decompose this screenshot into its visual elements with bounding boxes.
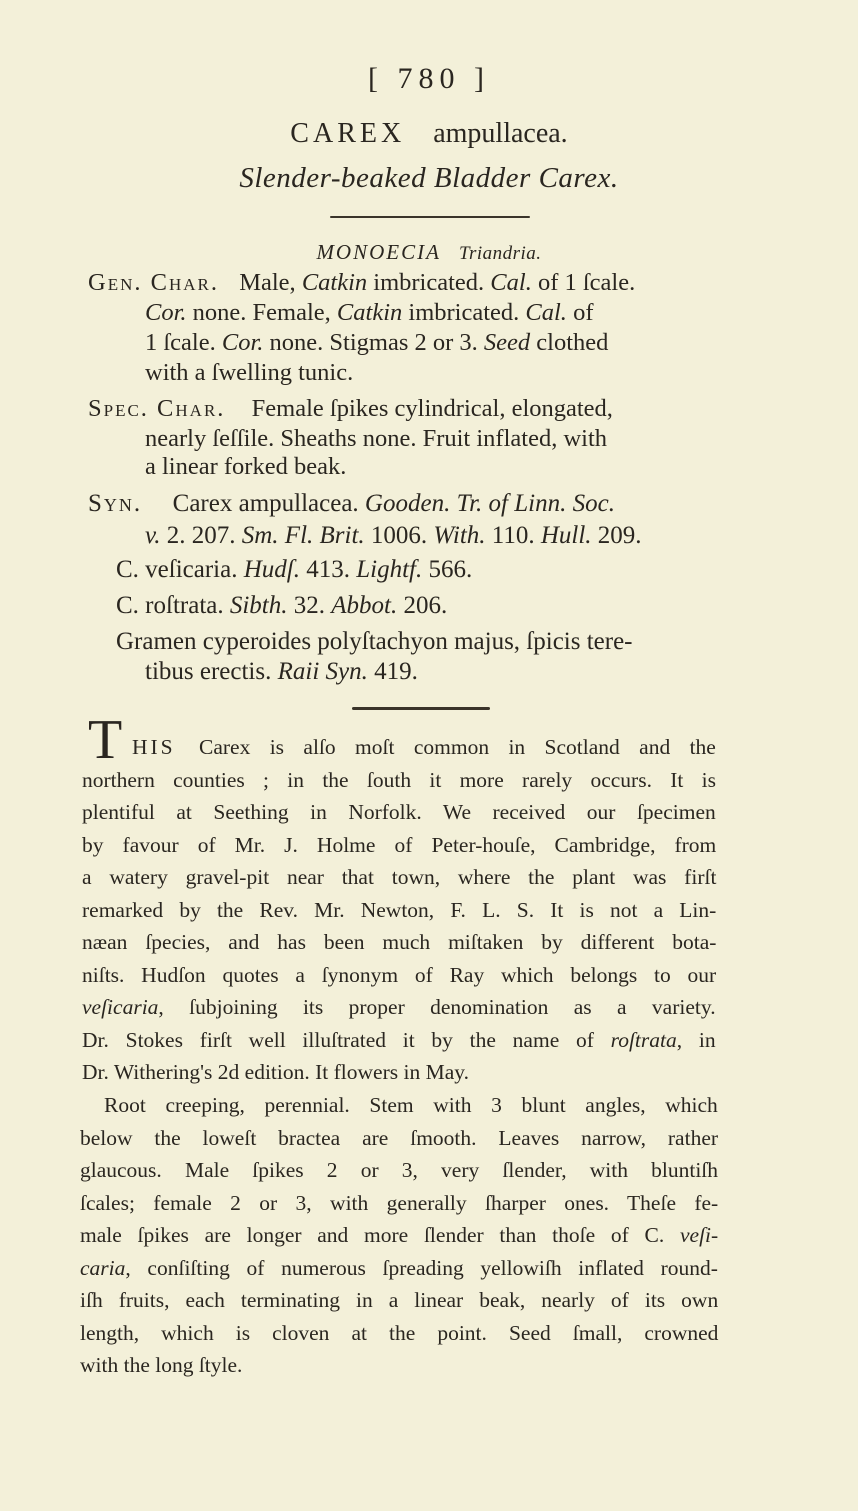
gen-char-line-3: 1 ſcale. Cor. none. Stigmas 2 or 3. Seed clothed xyxy=(145,329,609,356)
gen-char-line-4: with a ſwelling tunic. xyxy=(145,359,354,386)
paragraph2-line-9: with the long ſtyle. xyxy=(80,1353,243,1377)
syn-line-3: C. veſicaria. Hudſ. 413. Lightf. 566. xyxy=(116,556,473,583)
paragraph1-line-9: veſicaria, ſubjoining its proper denomination as a variety. xyxy=(82,995,716,1019)
gen-char-line-2: Cor. none. Female, Catkin imbricated. Cal. of xyxy=(145,299,594,326)
classification xyxy=(0,240,858,265)
syn-text-1: Carex ampullacea. Gooden. Tr. of Linn. Soc. xyxy=(172,490,615,517)
spec-char-line-3: a linear forked beak. xyxy=(145,453,347,480)
gen-char-line-1 xyxy=(88,268,635,298)
class-name: MONOECIA xyxy=(316,240,441,264)
section-rule xyxy=(352,707,490,710)
paragraph1-line-1: Carex is alſo moſt common in Scotland and the xyxy=(199,735,716,759)
paragraph2-line-7: iſh fruits, each terminating in a linear beak, nearly of its own xyxy=(80,1288,719,1312)
paragraph2-line-1: Root creeping, perennial. Stem with 3 blunt angles, which xyxy=(104,1093,718,1117)
paragraph2-line-6: caria, conſiſting of numerous ſpreading yellowiſh inflated round- xyxy=(80,1255,718,1280)
spec-char-line-2: nearly ſeſſile. Sheaths none. Fruit inflated, with xyxy=(145,425,607,452)
drop-cap: T xyxy=(88,709,123,771)
paragraph2-line-3: glaucous. Male ſpikes 2 or 3, very ſlender, with bluntiſh xyxy=(80,1158,719,1182)
page-number: [ 780 ] xyxy=(368,62,490,95)
paragraph1-line-10: Dr. Stokes firſt well illuſtrated it by the name of roſtrata, in xyxy=(82,1027,716,1052)
paragraph1-line-5: a watery gravel-pit near that town, where the plant was firſt xyxy=(82,865,717,889)
syn-line-5: Gramen cyperoides polyſtachyon majus, ſpicis tere- xyxy=(116,628,633,655)
genus-name: CAREX xyxy=(290,118,406,149)
paragraph1-line-6: remarked by the Rev. Mr. Newton, F. L. S. It is not a Lin- xyxy=(82,897,717,922)
paragraph1-line-8: niſts. Hudſon quotes a ſynonym of Ray which belongs to our xyxy=(82,962,717,987)
paragraph1-line-7: næan ſpecies, and has been much miſtaken by different bota- xyxy=(82,930,717,954)
title-rule xyxy=(330,216,530,218)
gen-char-label: Gen. Char. xyxy=(88,269,219,296)
species-epithet: ampullacea. xyxy=(433,118,568,149)
syn-line-1 xyxy=(88,488,615,520)
paragraph2-line-4: ſcales; female 2 or 3, with generally ſharper ones. Theſe fe- xyxy=(80,1190,719,1215)
paragraph1-line-2: northern counties ; in the ſouth it more rarely occurs. It is xyxy=(82,767,716,792)
syn-line-4: C. roſtrata. Sibth. 32. Abbot. 206. xyxy=(116,592,448,619)
species-title xyxy=(0,118,858,150)
order-name: Triandria. xyxy=(458,243,542,264)
spec-char-text-1: Female ſpikes cylindrical, elongated, xyxy=(251,395,613,422)
syn-line-6: tibus erectis. Raii Syn. 419. xyxy=(145,658,418,685)
paragraph1-line-4: by favour of Mr. J. Holme of Peter-houſe, Cambridge, from xyxy=(82,832,717,857)
paragraph2-line-2: below the loweſt bractea are ſmooth. Leaves narrow, rather xyxy=(80,1125,719,1150)
spec-char-line-1 xyxy=(88,394,613,424)
paragraph2-line-5: male ſpikes are longer and more ſlender than thoſe of C. veſi- xyxy=(80,1223,719,1247)
paragraph1-line-11: Dr. Withering's 2d edition. It flowers in May. xyxy=(82,1060,469,1084)
spec-char-label: Spec. Char. xyxy=(88,395,226,422)
paragraph2-line-8: length, which is cloven at the point. Seed ſmall, crowned xyxy=(80,1320,719,1345)
common-name: Slender-beaked Bladder Carex. xyxy=(239,162,619,194)
gen-char-text-1: Male, Catkin imbricated. Cal. of 1 ſcale. xyxy=(239,269,636,296)
syn-label: Syn. xyxy=(88,490,143,517)
syn-line-2: v. 2. 207. Sm. Fl. Brit. 1006. With. 110. Hull. 209. xyxy=(145,522,642,549)
paragraph1-line-3: plentiful at Seething in Norfolk. We received our ſpecimen xyxy=(82,800,716,824)
first-word-rest: HIS xyxy=(132,735,176,759)
